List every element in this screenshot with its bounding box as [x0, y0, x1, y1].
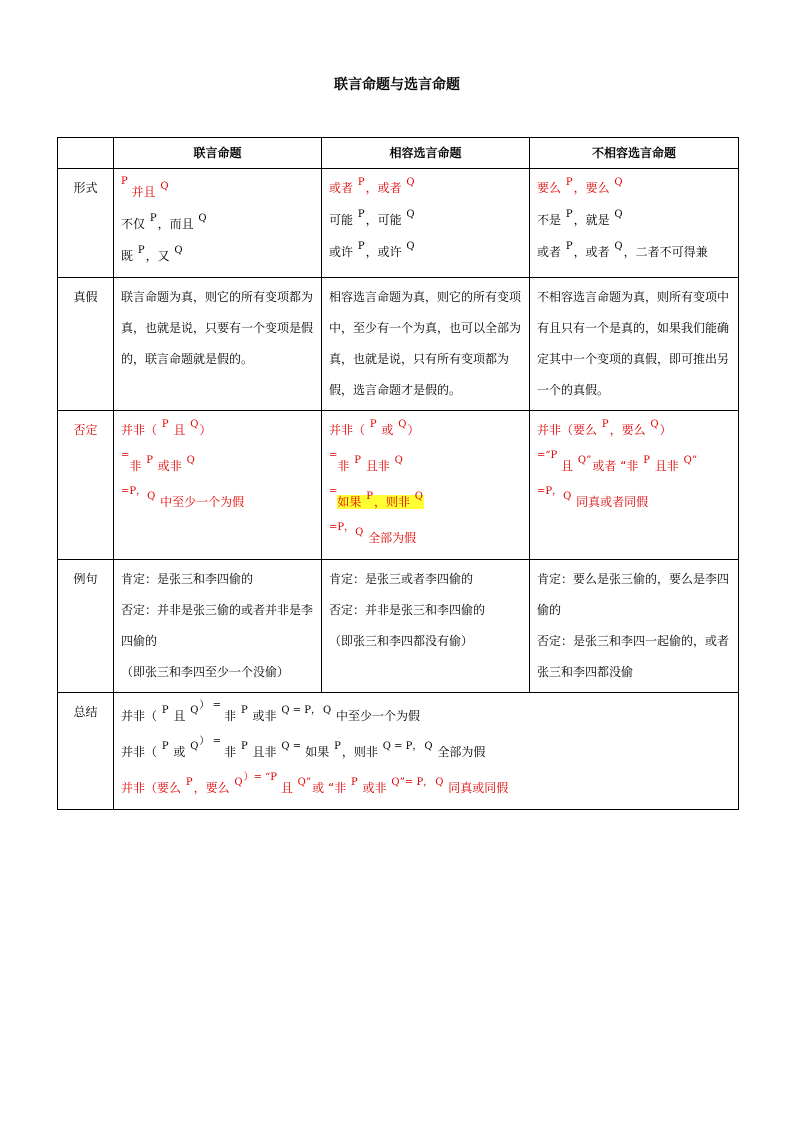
connector-text: ，或者: [573, 245, 614, 259]
connector-text: 或者: [537, 245, 565, 259]
connector-text: 全部为假: [364, 531, 417, 545]
page-title: 联言命题与选言命题: [334, 77, 460, 93]
table-row-truth: [58, 278, 739, 411]
connector-text: 如果: [305, 745, 334, 759]
var-p: =“P: [537, 450, 558, 461]
var-p: P: [240, 705, 248, 716]
connector-text: 或: [377, 423, 398, 437]
var-p: P: [369, 419, 377, 430]
equals-sign: =: [121, 450, 130, 461]
var-q: Q: [190, 419, 199, 430]
connector-text: 并非（: [329, 423, 369, 437]
var-p: P: [149, 213, 157, 224]
var-q: Q: [355, 527, 364, 538]
truth-conjunctive-cell: 联言命题为真，则它的所有变项都为真，也就是说，只要有一个变项是假的，联言命题就是假的。: [114, 278, 322, 411]
connector-text: 或: [169, 745, 190, 759]
connector-text: ）: [659, 423, 672, 437]
negation-line: [329, 483, 522, 519]
header-empty: [58, 138, 114, 169]
summary-line-3: [121, 769, 731, 805]
var-p: P: [161, 705, 169, 716]
var-q: Q”: [297, 777, 312, 788]
equals-text: ）= “P: [243, 772, 277, 783]
var-p: =P，: [537, 486, 563, 497]
connector-text: ）: [199, 423, 212, 437]
form-line: [537, 173, 731, 205]
row-label-truth: 真假: [58, 278, 114, 411]
example-compatible-cell: [322, 560, 530, 693]
var-q: Q: [186, 455, 195, 466]
summary-line-1: [121, 697, 731, 733]
connector-text: 或 “: [312, 781, 335, 795]
connector-text: 非: [626, 459, 643, 473]
var-q: Q: [435, 777, 444, 788]
connector-text: 中至少一个为假: [156, 495, 245, 509]
negation-line: [329, 415, 522, 447]
negation-line: [121, 415, 314, 447]
var-p: P: [357, 241, 365, 252]
form-compatible-cell: [322, 169, 530, 278]
negation-line: [329, 447, 522, 483]
row-label-example: 例句: [58, 560, 114, 693]
connector-text: 非: [224, 709, 240, 723]
connector-text: 要么: [537, 181, 565, 195]
connector-text: 同真或者同假: [572, 495, 649, 509]
connector-text: 或非: [248, 709, 281, 723]
form-line: [121, 173, 314, 209]
connector-text: ，而且: [157, 217, 198, 231]
var-p: P: [161, 741, 169, 752]
connector-text: 且非: [248, 745, 281, 759]
example-affirm: 肯定：要么是张三偷的，要么是李四偷的: [537, 572, 730, 617]
row-label-summary: 总结: [58, 693, 114, 810]
connector-text: ，要么: [609, 423, 650, 437]
form-line: [121, 209, 314, 241]
var-p: P: [643, 455, 650, 466]
var-q: Q: [398, 419, 407, 430]
row-label-form: 形式: [58, 169, 114, 278]
connector-text: ，又: [145, 249, 174, 263]
connector-text: ，要么: [573, 181, 614, 195]
var-p: P: [357, 177, 365, 188]
form-line: [329, 205, 522, 237]
var-q: Q: [234, 777, 243, 788]
form-line: [537, 205, 731, 237]
var-p: P: [137, 245, 145, 256]
connector-text: 且非: [650, 459, 683, 473]
var-q: Q: [406, 209, 415, 220]
example-affirm: 肯定：是张三和李四偷的: [121, 572, 254, 586]
var-q: Q: [406, 177, 415, 188]
example-negate: 否定：是张三和李四一起偷的，或者张三和李四都没偷: [537, 634, 730, 679]
var-p: P: [601, 419, 609, 430]
var-p: P: [354, 455, 361, 466]
connector-text: 中至少一个为假: [332, 709, 421, 723]
connector-text: 并非（要么: [537, 423, 601, 437]
connector-text: 且: [169, 709, 190, 723]
form-incompatible-cell: [530, 169, 739, 278]
connector-text: ，要么: [193, 781, 234, 795]
var-q: Q: [614, 209, 623, 220]
var-q: Q = P，: [281, 705, 322, 716]
var-q: Q: [198, 213, 207, 224]
connector-text: 非: [224, 745, 240, 759]
connector-text: 且: [169, 423, 190, 437]
connector-text: 并非（: [121, 709, 161, 723]
header-compatible-disjunctive: 相容选言命题: [322, 138, 530, 169]
var-p: P: [565, 209, 573, 220]
var-q: Q =: [281, 741, 305, 752]
row-label-negation: 否定: [58, 411, 114, 560]
example-negate: 否定：并非是张三偷的或者并非是李四偷的: [121, 603, 314, 648]
connector-text: 不仅: [121, 217, 149, 231]
equals-sign: =: [329, 450, 338, 461]
connector-text: 或者 “: [592, 459, 627, 473]
form-line: [329, 173, 522, 205]
example-affirm: 肯定：是张三或者李四偷的: [329, 572, 474, 586]
var-p: P: [565, 241, 573, 252]
negation-conjunctive-cell: [114, 411, 322, 560]
connector-text: 并非（要么: [121, 781, 185, 795]
var-p: P: [121, 176, 128, 187]
form-conjunctive-cell: [114, 169, 322, 278]
connector-text: ，或者: [365, 181, 406, 195]
example-conjunctive-cell: [114, 560, 322, 693]
var-q: Q: [190, 741, 199, 752]
header-conjunctive: 联言命题: [114, 138, 322, 169]
connector-text: 或非: [358, 781, 391, 795]
connector-text: ，就是: [573, 213, 614, 227]
connector-text: 或许: [329, 245, 357, 259]
equals-text: ） =: [199, 700, 225, 711]
negation-line: [121, 483, 314, 519]
example-note: （即张三和李四都没有偷）: [329, 634, 474, 648]
logic-table: [57, 137, 739, 810]
table-row-negation: [58, 411, 739, 560]
connector-text: 全部为假: [433, 745, 486, 759]
var-q: Q: [414, 491, 423, 502]
var-p: =P，: [121, 486, 147, 497]
var-q: Q: [650, 419, 659, 430]
connector-text: 或者: [329, 181, 357, 195]
var-q: Q: [406, 241, 415, 252]
var-p: P: [146, 455, 153, 466]
connector-text: 并且: [127, 185, 160, 199]
connector-text: 不是: [537, 213, 565, 227]
var-q: Q: [394, 455, 403, 466]
connector-text: 或非: [153, 459, 186, 473]
highlighted-text: [337, 491, 424, 509]
var-q: Q: [614, 177, 623, 188]
equals-text: ） =: [199, 736, 225, 747]
var-p: P: [357, 209, 365, 220]
var-p: P: [240, 741, 248, 752]
var-q: Q”: [577, 455, 592, 466]
negation-line: [537, 483, 731, 519]
var-p: =P，: [329, 522, 355, 533]
connector-text: 且非: [361, 459, 394, 473]
var-q: Q”= P，: [391, 777, 434, 788]
negation-incompatible-cell: [530, 411, 739, 560]
var-p: P: [334, 741, 341, 752]
connector-text: 非: [337, 459, 354, 473]
negation-line: [329, 519, 522, 555]
connector-text: 并非（: [121, 745, 161, 759]
summary-cell: [114, 693, 739, 810]
form-line: [121, 241, 314, 273]
connector-text: ，则非: [341, 745, 382, 759]
summary-line-2: [121, 733, 731, 769]
connector-text: 非: [334, 781, 351, 795]
var-q: Q: [614, 241, 623, 252]
header-incompatible-disjunctive: 不相容选言命题: [530, 138, 739, 169]
var-p: P: [161, 419, 169, 430]
var-q: Q: [147, 491, 156, 502]
connector-text: ）: [407, 423, 420, 437]
connector-text: 既: [121, 249, 137, 263]
var-q: Q: [160, 181, 169, 192]
negation-line: [121, 447, 314, 483]
connector-text: 可能: [329, 213, 357, 227]
example-incompatible-cell: [530, 560, 739, 693]
truth-compatible-cell: 相容选言命题为真，则它的所有变项中，至少有一个为真，也可以全部为真，也就是说，只有所有变项都为假，选言命题才是假的。: [322, 278, 530, 411]
var-p: P: [185, 777, 193, 788]
example-negate: 否定：并非是张三和李四偷的: [329, 603, 486, 617]
connector-text: ，二者不可得兼: [623, 245, 708, 259]
truth-incompatible-cell: 不相容选言命题为真，则所有变项中有且只有一个是真的，如果我们能确定其中一个变项的真假，即可推出另一个的真假。: [530, 278, 739, 411]
var-q: Q: [563, 491, 572, 502]
connector-text: ，可能: [365, 213, 406, 227]
var-q: Q”: [683, 455, 698, 466]
var-p: P: [366, 491, 373, 502]
var-p: P: [565, 177, 573, 188]
form-line: [329, 237, 522, 269]
table-header-row: [58, 138, 739, 169]
connector-text: 非: [129, 459, 146, 473]
form-line: [537, 237, 731, 269]
var-q: Q: [424, 741, 433, 752]
negation-compatible-cell: [322, 411, 530, 560]
negation-line: [537, 447, 731, 483]
connector-text: 如果: [337, 495, 366, 509]
table-row-summary: [58, 693, 739, 810]
var-q: Q: [190, 705, 199, 716]
connector-text: 同真或同假: [444, 781, 509, 795]
table-row-form: [58, 169, 739, 278]
connector-text: 且: [557, 459, 577, 473]
example-note: （即张三和李四至少一个没偷）: [121, 665, 290, 679]
negation-line: [537, 415, 731, 447]
var-q: Q: [323, 705, 332, 716]
var-q: Q = P，: [382, 741, 423, 752]
equals-sign: =: [329, 486, 338, 497]
connector-text: 且: [277, 781, 297, 795]
connector-text: ，则非: [373, 495, 414, 509]
var-p: P: [351, 777, 358, 788]
var-q: Q: [174, 245, 183, 256]
connector-text: ，或许: [365, 245, 406, 259]
connector-text: 并非（: [121, 423, 161, 437]
table-row-example: [58, 560, 739, 693]
